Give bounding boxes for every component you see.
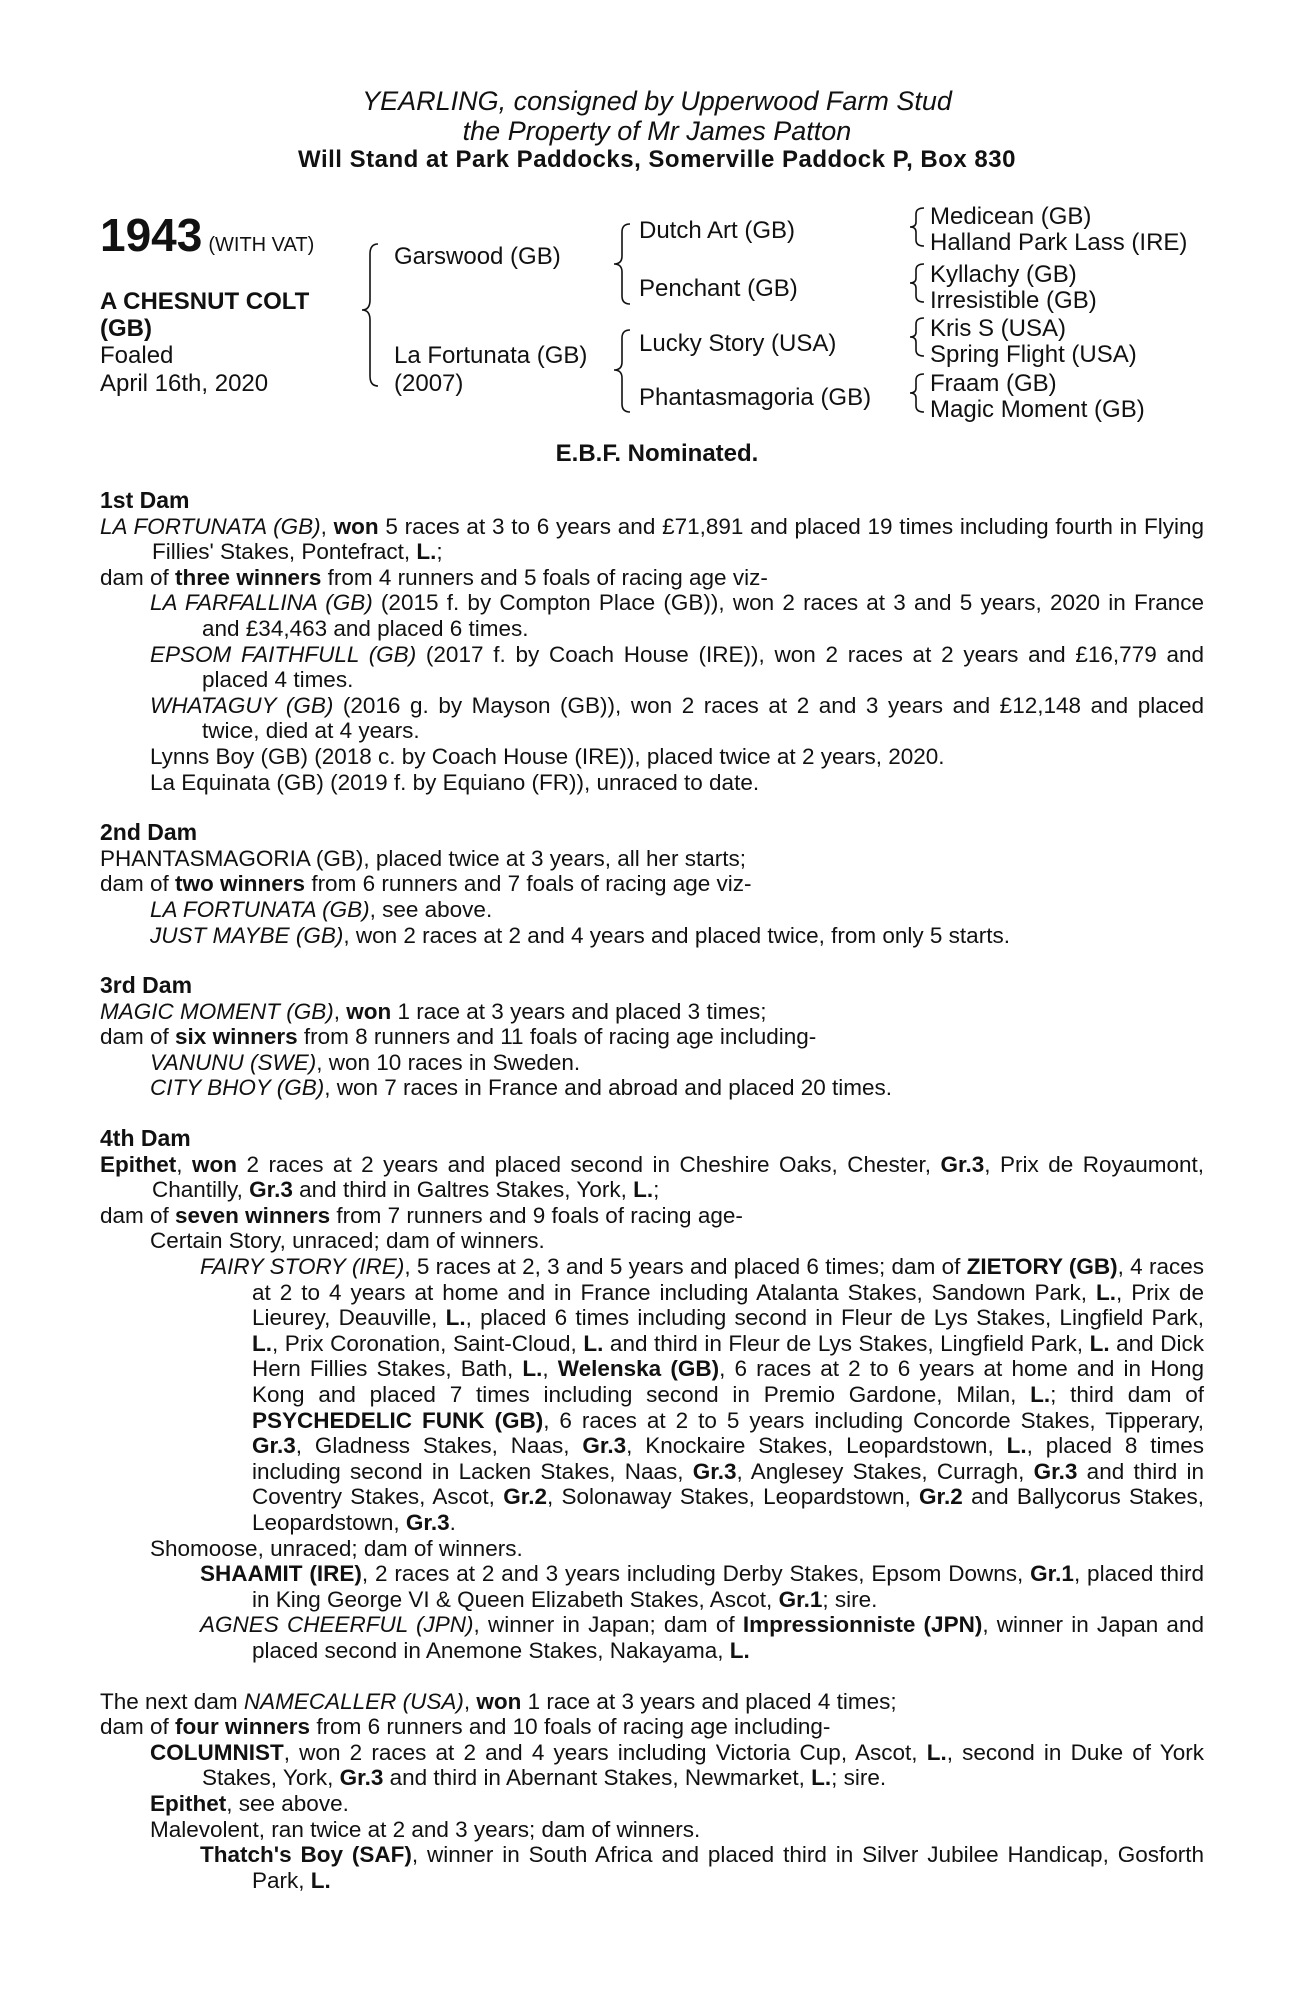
horse-name: AGNES CHEERFUL (JPN) (200, 1612, 474, 1638)
text: , 2 races at 2 and 3 years including Derby Stakes, Epsom Downs, (361, 1561, 1031, 1587)
dam-name: LA FORTUNATA (GB) (100, 513, 321, 539)
text: , 6 races at 2 to 6 years at home and in Hong Kong and placed 7 times including second in Premio Gardone, Milan, (252, 1356, 1204, 1407)
lot-description-line-2: (GB) (100, 315, 152, 342)
text: , winner in Japan; dam of (473, 1612, 743, 1638)
text: and Dick Hern Fillies Stakes, Bath, (252, 1330, 1204, 1382)
dam-record (100, 1689, 1204, 1715)
produce-summary (100, 871, 1204, 897)
produce-item (100, 693, 1204, 744)
grade: L. (310, 1867, 331, 1893)
grade: L. (1030, 1382, 1051, 1407)
brace-sire (614, 224, 630, 304)
produce-item (100, 642, 1204, 693)
text: , 6 races at 2 to 5 years including Concorde Stakes, Tipperary, (543, 1407, 1204, 1433)
ebf-nominated: E.B.F. Nominated. (555, 440, 759, 467)
grade: L. (1096, 1279, 1116, 1305)
text: (2016 g. by Mayson (GB)), won 2 races at 2 and 3 years and £12,148 and placed twice, died at 4 years. (202, 692, 1204, 744)
dam-name: NAMECALLER (USA) (243, 1688, 464, 1714)
pedigree-dam-year: (2007) (394, 370, 464, 397)
produce-item (100, 1254, 1204, 1536)
section-next-dam (100, 1689, 1204, 1894)
section-4th-dam (100, 1126, 1204, 1663)
text: , placed 6 times including second in Fleur de Lys Stakes, Lingfield Park, (465, 1305, 1204, 1331)
text: , won 2 races at 2 and 4 years including Victoria Cup, Ascot, (283, 1739, 927, 1765)
brace-ss (910, 208, 924, 246)
text: and third in Coventry Stakes, Ascot, (252, 1458, 1204, 1510)
text: , (542, 1356, 558, 1382)
produce-item: Shomoose, unraced; dam of winners. (150, 1535, 523, 1561)
header-line-1: YEARLING, consigned by Upperwood Farm Stud (362, 86, 952, 116)
foaled-date: April 16th, 2020 (100, 370, 269, 397)
dam-name: MAGIC MOMENT (GB) (100, 998, 334, 1024)
horse-name-bold: PSYCHEDELIC FUNK (GB) (252, 1407, 544, 1433)
text-bold: seven winners (175, 1202, 331, 1228)
pedigree-ds: Lucky Story (USA) (639, 330, 837, 357)
text: , (176, 1151, 192, 1177)
grade: Gr.2 (919, 1484, 963, 1510)
brace-sd (910, 264, 924, 302)
text: ; (436, 539, 443, 565)
text: from 7 runners and 9 foals of racing age- (330, 1202, 743, 1228)
text: ; sire. (831, 1765, 887, 1791)
text: from 4 runners and 5 foals of racing age viz- (321, 564, 768, 590)
text: , (320, 513, 334, 539)
produce-item (100, 923, 1204, 949)
text: , see above. (369, 896, 493, 922)
dam-name: Epithet (100, 1151, 177, 1177)
text: , Anglesey Stakes, Curragh, (736, 1458, 1034, 1484)
text: The next dam (100, 1688, 244, 1714)
text: 5 races at 3 to 6 years and £71,891 and placed 19 times including fourth in Flying Fillies' Stakes, Pontefract, (152, 513, 1204, 565)
produce-summary (100, 565, 1204, 591)
horse-name: VANUNU (SWE) (150, 1049, 317, 1075)
text: , Prix de Lieurey, Deauville, (252, 1279, 1204, 1331)
section-title: 2nd Dam (100, 819, 198, 846)
text: , won 7 races in France and abroad and placed 20 times. (324, 1075, 893, 1101)
text: and third in Galtres Stakes, York, (292, 1177, 634, 1203)
header-line-3: Will Stand at Park Paddocks, Somerville Paddock P, Box 830 (298, 146, 1016, 173)
text-bold: won (476, 1688, 522, 1714)
section-3rd-dam (100, 973, 1204, 1101)
horse-name-bold: ZIETORY (GB) (966, 1254, 1118, 1280)
section-1st-dam (100, 488, 1204, 795)
text: (2017 f. by Coach House (IRE)), won 2 races at 2 years and £16,779 and placed 4 times. (202, 641, 1204, 693)
text: , placed third in King George VI & Queen Elizabeth Stakes, Ascot, (252, 1561, 1204, 1612)
text: , 5 races at 2, 3 and 5 years and placed 6 times; dam of (404, 1254, 967, 1280)
text: and third in Abernant Stakes, Newmarket, (383, 1765, 812, 1791)
text: dam of (100, 564, 176, 590)
horse-name: LA FORTUNATA (GB) (150, 896, 370, 922)
horse-name: EPSOM FAITHFULL (GB) (150, 641, 417, 667)
dam-record (100, 1152, 1204, 1203)
horse-name-bold: Impressionniste (JPN) (742, 1612, 983, 1638)
pedigree-sd: Penchant (GB) (639, 275, 798, 302)
produce-item (100, 1740, 1204, 1791)
horse-name: CITY BHOY (GB) (150, 1075, 325, 1101)
grade: Gr.3 (582, 1433, 627, 1459)
grade: L. (522, 1356, 543, 1382)
horse-name: WHATAGUY (GB) (150, 692, 334, 718)
pedigree-sss: Medicean (GB) (930, 203, 1092, 230)
pedigree-ddd: Magic Moment (GB) (930, 396, 1145, 423)
pedigree-dss: Kris S (USA) (930, 315, 1067, 342)
dam-record (100, 514, 1204, 565)
grade: Gr.1 (1030, 1561, 1074, 1587)
text: , Gladness Stakes, Naas, (295, 1433, 583, 1459)
grade: L. (729, 1637, 750, 1663)
lot-description-line-1: A CHESNUT COLT (100, 288, 310, 315)
grade: L. (811, 1765, 832, 1791)
text: 1 race at 3 years and placed 4 times; (521, 1688, 897, 1714)
text: from 6 runners and 10 foals of racing age including- (310, 1714, 831, 1740)
horse-name-bold: Thatch's Boy (SAF) (200, 1842, 412, 1868)
horse-name-bold: Epithet (150, 1790, 227, 1816)
text: and Ballycorus Stakes, Leopardstown, (252, 1484, 1205, 1535)
header-line-2: the Property of Mr James Patton (462, 116, 852, 146)
text: from 8 runners and 11 foals of racing age including- (297, 1024, 817, 1050)
pedigree-dsd: Spring Flight (USA) (930, 341, 1137, 368)
brace-dam (614, 330, 630, 412)
grade: L. (1006, 1433, 1027, 1459)
text: dam of (100, 871, 176, 897)
section-title: 3rd Dam (100, 972, 193, 999)
text-bold: four winners (175, 1714, 311, 1740)
produce-summary (100, 1714, 1204, 1740)
pedigree-dd: Phantasmagoria (GB) (639, 384, 872, 411)
grade: Gr.3 (940, 1151, 985, 1177)
text-bold: won (333, 513, 379, 539)
grade: Gr.3 (249, 1177, 293, 1203)
pedigree-sire: Garswood (GB) (394, 243, 561, 270)
text: . (449, 1509, 456, 1535)
grade: L. (926, 1739, 947, 1765)
text: and third in Fleur de Lys Stakes, Lingfield Park, (603, 1330, 1090, 1356)
text: from 6 runners and 7 foals of racing age viz- (305, 871, 752, 897)
produce-item (100, 897, 1204, 923)
text: , see above. (226, 1790, 349, 1816)
foaled-label: Foaled (100, 342, 174, 369)
produce-item (100, 1561, 1204, 1612)
text-bold: six winners (175, 1024, 298, 1050)
text: ; third dam of (1050, 1382, 1204, 1407)
grade: L. (583, 1330, 604, 1356)
grade: Gr.3 (1033, 1458, 1078, 1484)
lot-number: 1943 (100, 209, 203, 261)
horse-name: JUST MAYBE (GB) (150, 922, 344, 948)
text: , (333, 998, 347, 1024)
text: , placed 8 times including second in Lacken Stakes, Naas, (252, 1433, 1205, 1484)
grade: Gr.2 (503, 1484, 547, 1510)
grade: Gr.3 (252, 1433, 296, 1459)
produce-item (100, 1842, 1204, 1893)
text-bold: three winners (175, 564, 322, 590)
brace-ds (910, 318, 924, 356)
produce-item: Malevolent, ran twice at 2 and 3 years; dam of winners. (150, 1816, 701, 1842)
produce-item (100, 1050, 1204, 1076)
produce-item: Lynns Boy (GB) (2018 c. by Coach House (IRE)), placed twice at 2 years, 2020. (150, 743, 945, 769)
text: 1 race at 3 years and placed 3 times; (391, 998, 767, 1024)
text: dam of (100, 1024, 176, 1050)
text: , Prix Coronation, Saint-Cloud, (272, 1330, 584, 1356)
text: , won 10 races in Sweden. (316, 1049, 581, 1075)
text: dam of (100, 1202, 176, 1228)
text: , second in Duke of York Stakes, York, (202, 1739, 1205, 1791)
text-bold: won (346, 998, 392, 1024)
pedigree-ss: Dutch Art (GB) (639, 217, 796, 244)
text: , (463, 1688, 477, 1714)
text-bold: won (191, 1151, 237, 1177)
grade: L. (1089, 1330, 1110, 1356)
produce-item (100, 590, 1204, 641)
horse-name-bold: Welenska (GB) (557, 1356, 720, 1382)
brace-main (362, 244, 378, 386)
produce-item: Certain Story, unraced; dam of winners. (150, 1228, 545, 1254)
text: , won 2 races at 2 and 4 years and placed twice, from only 5 starts. (343, 922, 1010, 948)
catalogue-body (100, 488, 1204, 1893)
horse-name-bold: COLUMNIST (150, 1739, 284, 1765)
text: , Prix de Royaumont, Chantilly, (152, 1151, 1205, 1203)
lot-vat: (WITH VAT) (208, 234, 315, 256)
pedigree-ssd: Halland Park Lass (IRE) (930, 229, 1188, 256)
text: 2 races at 2 years and placed second in Cheshire Oaks, Chester, (236, 1151, 941, 1177)
grade: L. (633, 1177, 654, 1203)
grade: L. (252, 1330, 272, 1356)
brace-dd (910, 374, 924, 412)
dam-record: PHANTASMAGORIA (GB), placed twice at 3 years, all her starts; (100, 845, 747, 871)
produce-item (100, 1791, 1204, 1817)
text: dam of (100, 1714, 176, 1740)
pedigree-sdd: Irresistible (GB) (930, 287, 1097, 314)
pedigree-dam: La Fortunata (GB) (394, 342, 588, 369)
produce-summary (100, 1203, 1204, 1229)
produce-item (100, 1075, 1204, 1101)
text: , Knockaire Stakes, Leopardstown, (626, 1433, 1007, 1459)
grade: Gr.3 (339, 1765, 384, 1791)
horse-name: LA FARFALLINA (GB) (150, 590, 373, 616)
text: , 4 races at 2 to 4 years at home and in France including Atalanta Stakes, Sandown Park, (252, 1254, 1204, 1305)
text: , winner in South Africa and placed third in Silver Jubilee Handicap, Gosforth Park, (252, 1842, 1204, 1893)
produce-item (100, 1612, 1204, 1663)
produce-item: La Equinata (GB) (2019 f. by Equiano (FR)), unraced to date. (150, 769, 760, 795)
dam-record (100, 999, 1204, 1025)
section-title: 4th Dam (100, 1125, 191, 1152)
text: ; (653, 1177, 660, 1203)
grade: Gr.1 (778, 1586, 823, 1612)
grade: L. (445, 1305, 466, 1331)
pedigree-dds: Fraam (GB) (930, 370, 1057, 397)
grade: Gr.3 (692, 1458, 737, 1484)
text: , Solonaway Stakes, Leopardstown, (546, 1484, 920, 1510)
produce-summary (100, 1024, 1204, 1050)
horse-name: FAIRY STORY (IRE) (200, 1254, 405, 1280)
text: (2015 f. by Compton Place (GB)), won 2 races at 3 and 5 years, 2020 in France and £34,463 and placed 6 times. (202, 590, 1204, 641)
grade: Gr.3 (405, 1509, 450, 1535)
section-2nd-dam (100, 820, 1204, 948)
text: ; sire. (822, 1586, 878, 1612)
section-title: 1st Dam (100, 487, 190, 513)
horse-name-bold: SHAAMIT (IRE) (200, 1561, 362, 1587)
text-bold: two winners (175, 871, 306, 897)
text: , winner in Japan and placed second in Anemone Stakes, Nakayama, (252, 1612, 1204, 1663)
grade-listed: L. (416, 539, 437, 565)
pedigree-sds: Kyllachy (GB) (930, 261, 1077, 288)
